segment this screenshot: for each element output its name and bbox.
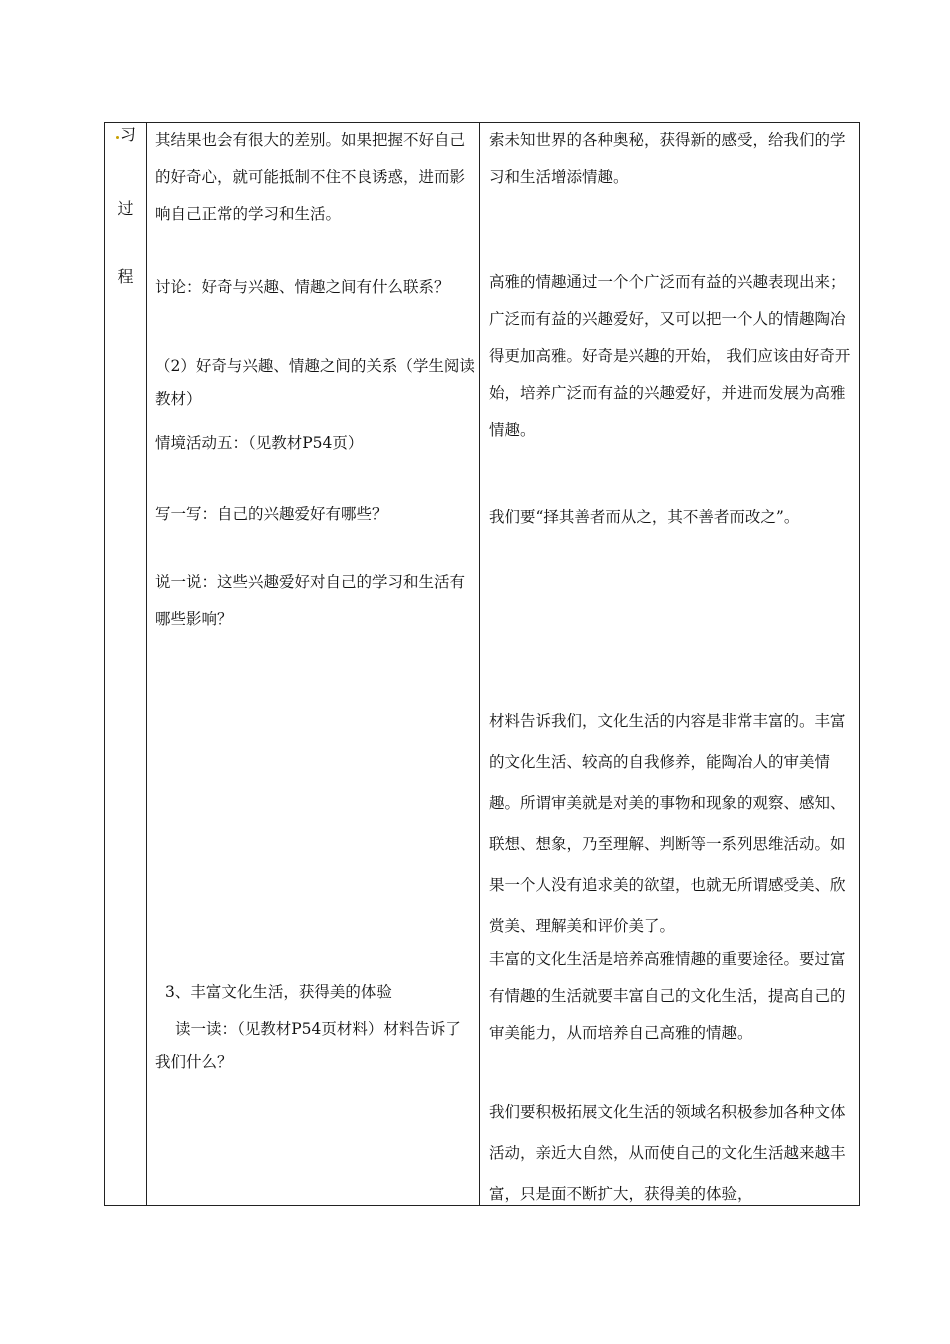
middle-paragraph-4: 情境活动五：（见教材P54页）: [155, 434, 364, 452]
label-char-3: 程: [117, 267, 134, 286]
middle-paragraph-6: 说一说：这些兴趣爱好对自己的学习和生活有哪些影响？: [155, 573, 466, 628]
middle-paragraph-8: 读一读：（见教材P54页材料）材料告诉了我们什么？: [155, 1020, 461, 1071]
column-divider-2: [479, 123, 480, 1205]
label-char-2: 过: [117, 199, 134, 218]
mark-dot: [116, 136, 119, 139]
right-paragraph-6: 我们要积极拓展文化生活的领域名积极参加各种文体活动，亲近大自然，从而使自己的文化生活越来越丰富，只是面不断扩大，获得美的体验，: [489, 1103, 846, 1203]
lesson-table: [104, 122, 860, 1206]
middle-paragraph-3: （2）好奇与兴趣、情趣之间的关系（学生阅读教材）: [155, 357, 475, 408]
middle-paragraph-1: 其结果也会有很大的差别。如果把握不好自己的好奇心，就可能抵制不住不良诱惑，进而影响自己正常的学习和生活。: [155, 131, 466, 223]
right-paragraph-1: 索未知世界的各种奥秘，获得新的感受，给我们的学习和生活增添情趣。: [489, 131, 846, 186]
section-heading: 3、丰富文化生活，获得美的体验: [165, 983, 392, 1001]
middle-paragraph-2: 讨论：好奇与兴趣、情趣之间有什么联系？: [155, 278, 450, 296]
right-paragraph-2: 高雅的情趣通过一个个广泛而有益的兴趣表现出来；广泛而有益的兴趣爱好，又可以把一个人的情趣陶冶得更加高雅。好奇是兴趣的开始， 我们应该由好奇开始，培养广泛而有益的兴趣爱好，并进而发展为高雅情趣。: [489, 273, 851, 439]
middle-paragraph-5: 写一写：自己的兴趣爱好有哪些？: [155, 505, 388, 523]
column-divider-1: [146, 123, 147, 1205]
right-paragraph-3: 我们要“择其善者而从之，其不善者而改之”。: [489, 508, 800, 526]
process-label-column: [105, 123, 146, 1205]
right-paragraph-5: 丰富的文化生活是培养高雅情趣的重要途径。要过富有情趣的生活就要丰富自己的文化生活，提高自己的审美能力，从而培养自己高雅的情趣。: [489, 950, 846, 1042]
right-paragraph-4: 材料告诉我们，文化生活的内容是非常丰富的。丰富的文化生活、较高的自我修养，能陶冶人的审美情趣。所谓审美就是对美的事物和现象的观察、感知、联想、想象，乃至理解、判断等一系列思维活动。如果一个人没有追求美的欲望，也就无所谓感受美、欣赏美、理解美和评价美了。: [489, 712, 846, 935]
label-char-1: 习: [105, 125, 146, 145]
